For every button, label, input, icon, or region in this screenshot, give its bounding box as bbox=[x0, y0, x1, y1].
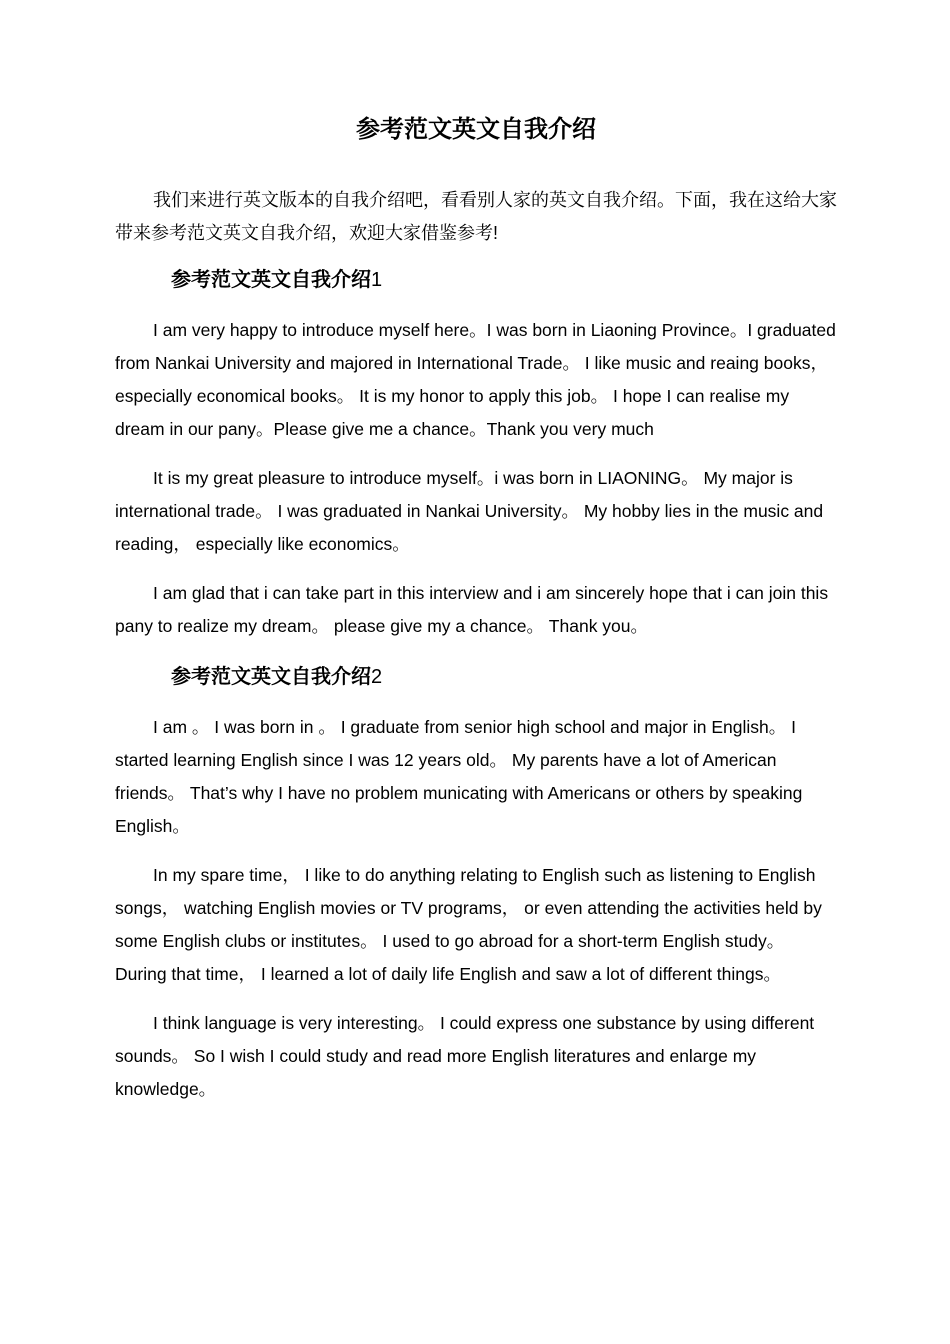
section-2-paragraph-1: I am 。 I was born in 。 I graduate from senior high school and major in English。 I started learning English since I was 12 years old。 My parents have a lot of American friends。 That’s why I have no problem municating with Americans or others by speaking English。 bbox=[115, 717, 803, 836]
document-body bbox=[115, 112, 837, 1106]
section-heading-text: 参考范文英文自我介绍 bbox=[171, 269, 371, 291]
section-1-paragraph-3: I am glad that i can take part in this interview and i am sincerely hope that i can join this pany to realize my dream。 please give my a chance。 Thank you。 bbox=[115, 583, 829, 636]
document-title: 参考范文英文自我介绍 bbox=[356, 116, 596, 143]
section-2-paragraph-3: I think language is very interesting。 I could express one substance by using different sounds。 So I wish I could study and read more English literatures and enlarge my knowledge。 bbox=[115, 1013, 815, 1099]
section-1-paragraph-2: It is my great pleasure to introduce myself。i was born in LIAONING。 My major is international trade。 I was graduated in Nankai University。 My hobby lies in the music and reading， especially like economics。 bbox=[115, 468, 824, 554]
section-1-paragraph-1: I am very happy to introduce myself here。I was born in Liaoning Province。I graduated from Nankai University and majored in International Trade。 I like music and reaing books，especially economical books。 It is my honor to apply this job。 I hope I can realise my dream in our pany。Please give me a chance。Thank you very much bbox=[115, 320, 836, 439]
section-heading-number: 2 bbox=[371, 666, 383, 688]
section-heading-number: 1 bbox=[371, 269, 383, 291]
section-2-paragraph-2: In my spare time， I like to do anything relating to English such as listening to English songs， watching English movies or TV programs， or even attending the activities held by some English clubs or institutes。 I used to go abroad for a short-term English study。 During that time， I learned a lot of daily life English and saw a lot of different things。 bbox=[115, 865, 822, 984]
section-heading-2 bbox=[171, 661, 837, 693]
section-heading-1 bbox=[171, 264, 837, 296]
section-heading-text: 参考范文英文自我介绍 bbox=[171, 666, 371, 688]
intro-paragraph: 我们来进行英文版本的自我介绍吧，看看别人家的英文自我介绍。下面，我在这给大家带来参考范文英文自我介绍，欢迎大家借鉴参考! bbox=[115, 190, 837, 243]
